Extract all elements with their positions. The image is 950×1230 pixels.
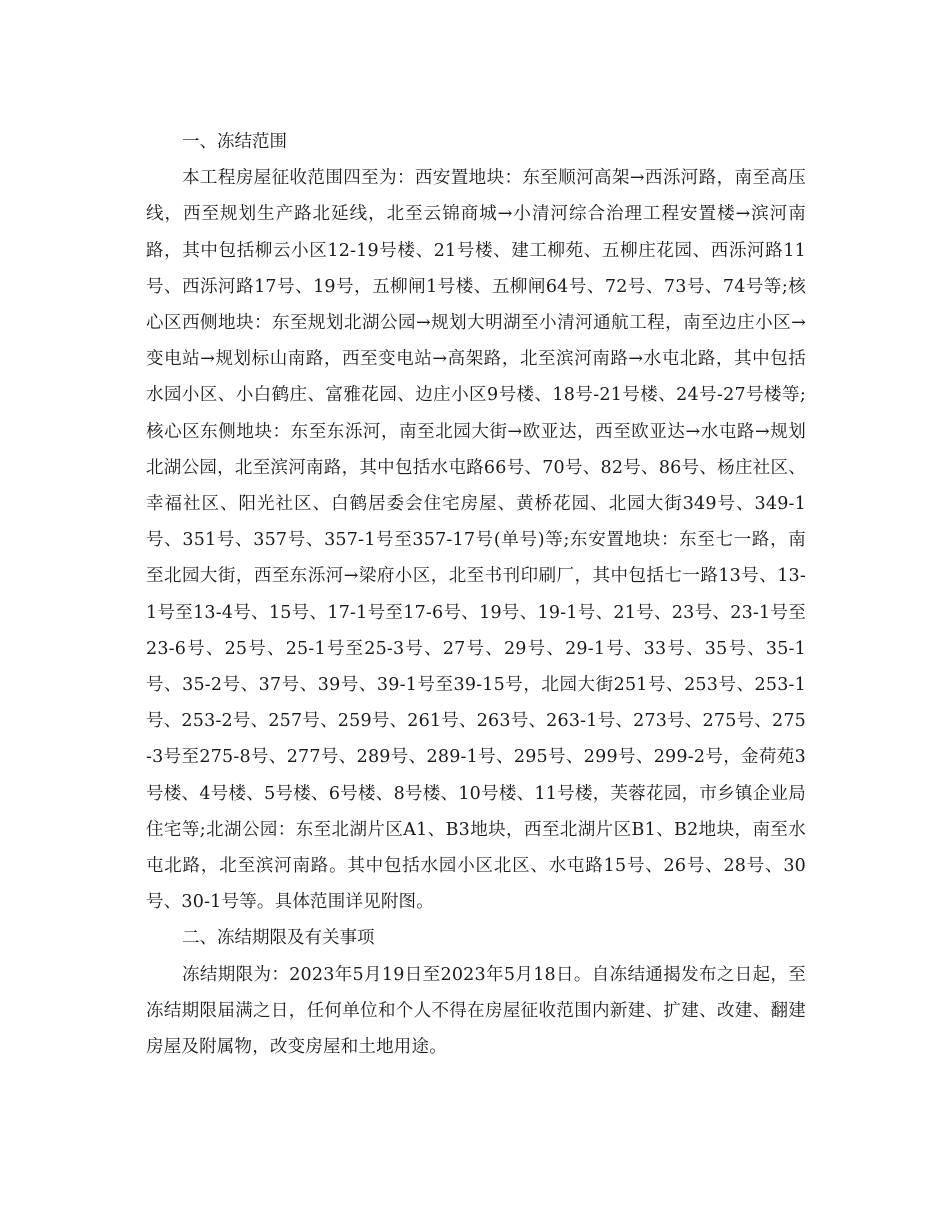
- document-body: [146, 124, 806, 1065]
- section-heading-freeze-period: 二、冻结期限及有关事项: [182, 928, 375, 949]
- paragraph-freeze-period: 冻结期限为：2023年5月19日至2023年5月18日。自冻结通揭发布之日起，至冻结期限届满之日，任何单位和个人不得在房屋征收范围内新建、扩建、改建、翻建房屋及附属物，改变房屋和土地用途。: [146, 964, 806, 1058]
- paragraph-freeze-scope: 本工程房屋征收范围四至为：西安置地块：东至顺河高架→西泺河路，南至高压线，西至规划生产路北延线，北至云锦商城→小清河综合治理工程安置楼→滨河南路，其中包括柳云小区12-19号楼、21号楼、建工柳苑、五柳庄花园、西泺河路11号、西泺河路17号、19号，五柳闸1号楼、五柳闸64号、72号、73号、74号等;核心区西侧地块：东至规划北湖公园→规划大明湖至小清河通航工程，南至边庄小区→变电站→规划标山南路，西至变电站→高架路，北至滨河南路→水屯北路，其中包括水园小区、小白鹤庄、富雅花园、边庄小区9号楼、18号-21号楼、24号-27号楼等;核心区东侧地块：东至东泺河，南至北园大街→欧亚达，西至欧亚达→水屯路→规划北湖公园，北至滨河南路，其中包括水屯路66号、70号、82号、86号、杨庄社区、幸福社区、阳光社区、白鹤居委会住宅房屋、黄桥花园、北园大街349号、349-1号、351号、357号、357-1号至357-17号(单号)等;东安置地块：东至七一路，南至北园大街，西至东泺河→梁府小区，北至书刊印刷厂，其中包括七一路13号、13-1号至13-4号、15号、17-1号至17-6号、19号、19-1号、21号、23号、23-1号至23-6号、25号、25-1号至25-3号、27号、29号、29-1号、33号、35号、35-1号、35-2号、37号、39号、39-1号至39-15号，北园大街251号、253号、253-1号、253-2号、257号、259号、261号、263号、263-1号、273号、275号、275-3号至275-8号、277号、289号、289-1号、295号、299号、299-2号，金荷苑3号楼、4号楼、5号楼、6号楼、8号楼、10号楼、11号楼，芙蓉花园，市乡镇企业局住宅等;北湖公园：东至北湖片区A1、B3地块，西至北湖片区B1、B2地块，南至水屯北路，北至滨河南路。其中包括水园小区北区、水屯路15号、26号、28号、30号、30-1号等。具体范围详见附图。: [146, 168, 806, 913]
- section-heading-freeze-scope: 一、冻结范围: [182, 132, 287, 152]
